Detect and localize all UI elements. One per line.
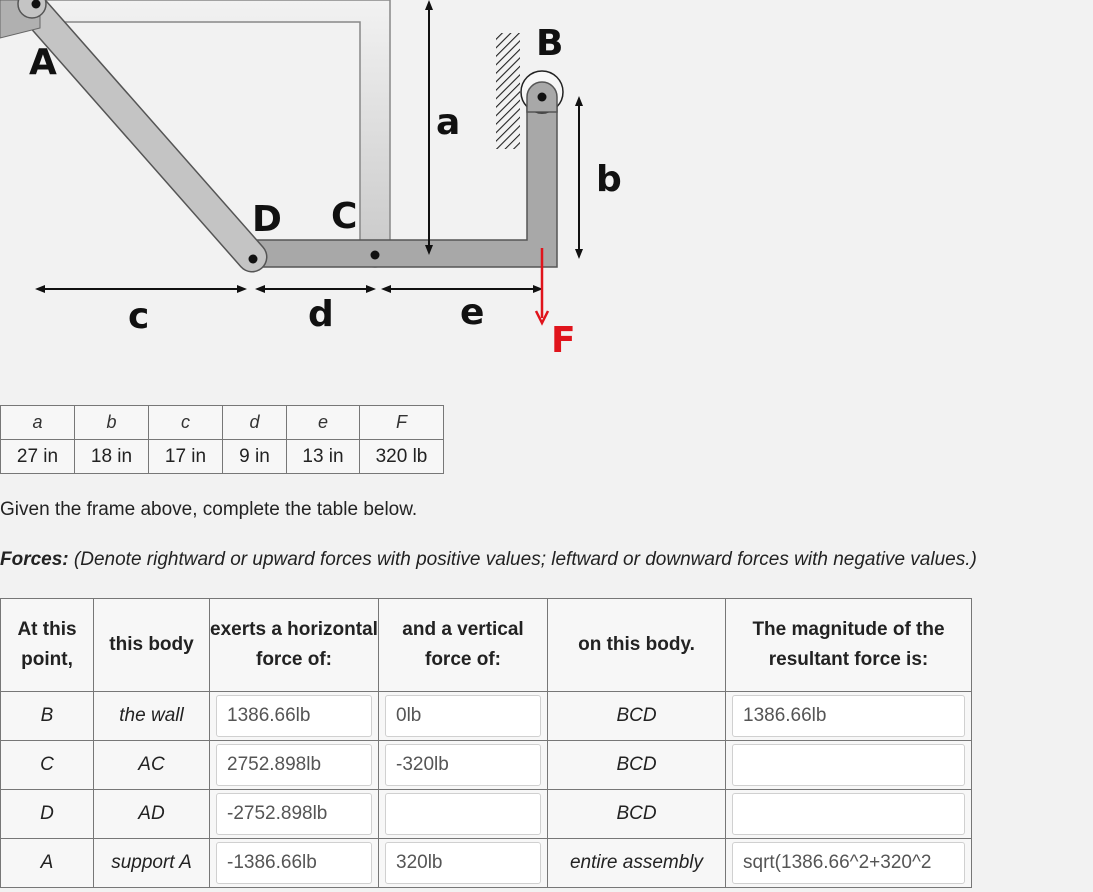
row-point: B	[1, 692, 94, 741]
header-body: this body	[94, 599, 210, 692]
forces-label: Forces:	[0, 549, 69, 570]
row-body: AD	[94, 790, 210, 839]
label-dim-e: e	[460, 292, 485, 333]
parameter-table	[0, 405, 444, 474]
magnitude-input[interactable]	[732, 793, 965, 835]
parameter-header-row	[1, 406, 444, 440]
forces-table	[0, 598, 972, 888]
param-value-f: 320 lb	[360, 440, 444, 474]
dimension-c	[35, 285, 247, 293]
magnitude-input[interactable]	[732, 842, 965, 884]
row-on-body: BCD	[548, 692, 726, 741]
row-point: A	[1, 839, 94, 888]
header-vertical-force: and a vertical force of:	[379, 599, 548, 692]
label-c-point: C	[331, 196, 358, 237]
instructions-text: Given the frame above, complete the table below.	[0, 499, 418, 520]
label-dim-d: d	[308, 294, 334, 335]
table-row	[1, 839, 972, 888]
header-point: At this point,	[1, 599, 94, 692]
forces-note	[0, 549, 977, 571]
horizontal-force-input[interactable]	[216, 744, 372, 786]
member-ad	[30, 5, 252, 257]
row-on-body: BCD	[548, 790, 726, 839]
table-row	[1, 790, 972, 839]
param-header-c: c	[149, 406, 223, 440]
pin-d	[249, 255, 258, 264]
param-value-d: 9 in	[223, 440, 287, 474]
dimension-a	[425, 0, 433, 255]
param-header-f: F	[360, 406, 444, 440]
vertical-force-input[interactable]	[385, 695, 541, 737]
label-dim-b: b	[596, 159, 622, 200]
row-body: the wall	[94, 692, 210, 741]
label-dim-a: a	[436, 102, 461, 143]
pin-b	[538, 93, 547, 102]
magnitude-input[interactable]	[732, 695, 965, 737]
table-row	[1, 692, 972, 741]
row-point: D	[1, 790, 94, 839]
label-d-point: D	[252, 199, 282, 240]
param-value-b: 18 in	[75, 440, 149, 474]
header-horizontal-force: exerts a horizontal force of:	[210, 599, 379, 692]
table-row	[1, 741, 972, 790]
vertical-force-input[interactable]	[385, 744, 541, 786]
row-body: AC	[94, 741, 210, 790]
label-dim-c: c	[128, 296, 150, 337]
magnitude-input[interactable]	[732, 744, 965, 786]
dimension-b	[575, 96, 583, 259]
row-on-body: BCD	[548, 741, 726, 790]
parameter-value-row	[1, 440, 444, 474]
frame-diagram	[0, 0, 1093, 395]
row-on-body: entire assembly	[548, 839, 726, 888]
header-magnitude: The magnitude of the resultant force is:	[726, 599, 972, 692]
row-point: C	[1, 741, 94, 790]
label-a-point: A	[29, 42, 57, 83]
horizontal-force-input[interactable]	[216, 793, 372, 835]
pin-c	[371, 251, 380, 260]
label-force-f: F	[551, 320, 576, 361]
header-on-body: on this body.	[548, 599, 726, 692]
row-body: support A	[94, 839, 210, 888]
param-header-a: a	[1, 406, 75, 440]
param-value-a: 27 in	[1, 440, 75, 474]
horizontal-force-input[interactable]	[216, 842, 372, 884]
forces-header-row	[1, 599, 972, 692]
horizontal-force-input[interactable]	[216, 695, 372, 737]
param-header-e: e	[287, 406, 360, 440]
vertical-force-input[interactable]	[385, 793, 541, 835]
forces-sign-convention: (Denote rightward or upward forces with positive values; leftward or downward forces with negative values.)	[68, 549, 977, 570]
param-header-b: b	[75, 406, 149, 440]
param-header-d: d	[223, 406, 287, 440]
dimension-d	[255, 285, 376, 293]
label-b-point: B	[536, 23, 564, 64]
param-value-e: 13 in	[287, 440, 360, 474]
param-value-c: 17 in	[149, 440, 223, 474]
vertical-force-input[interactable]	[385, 842, 541, 884]
